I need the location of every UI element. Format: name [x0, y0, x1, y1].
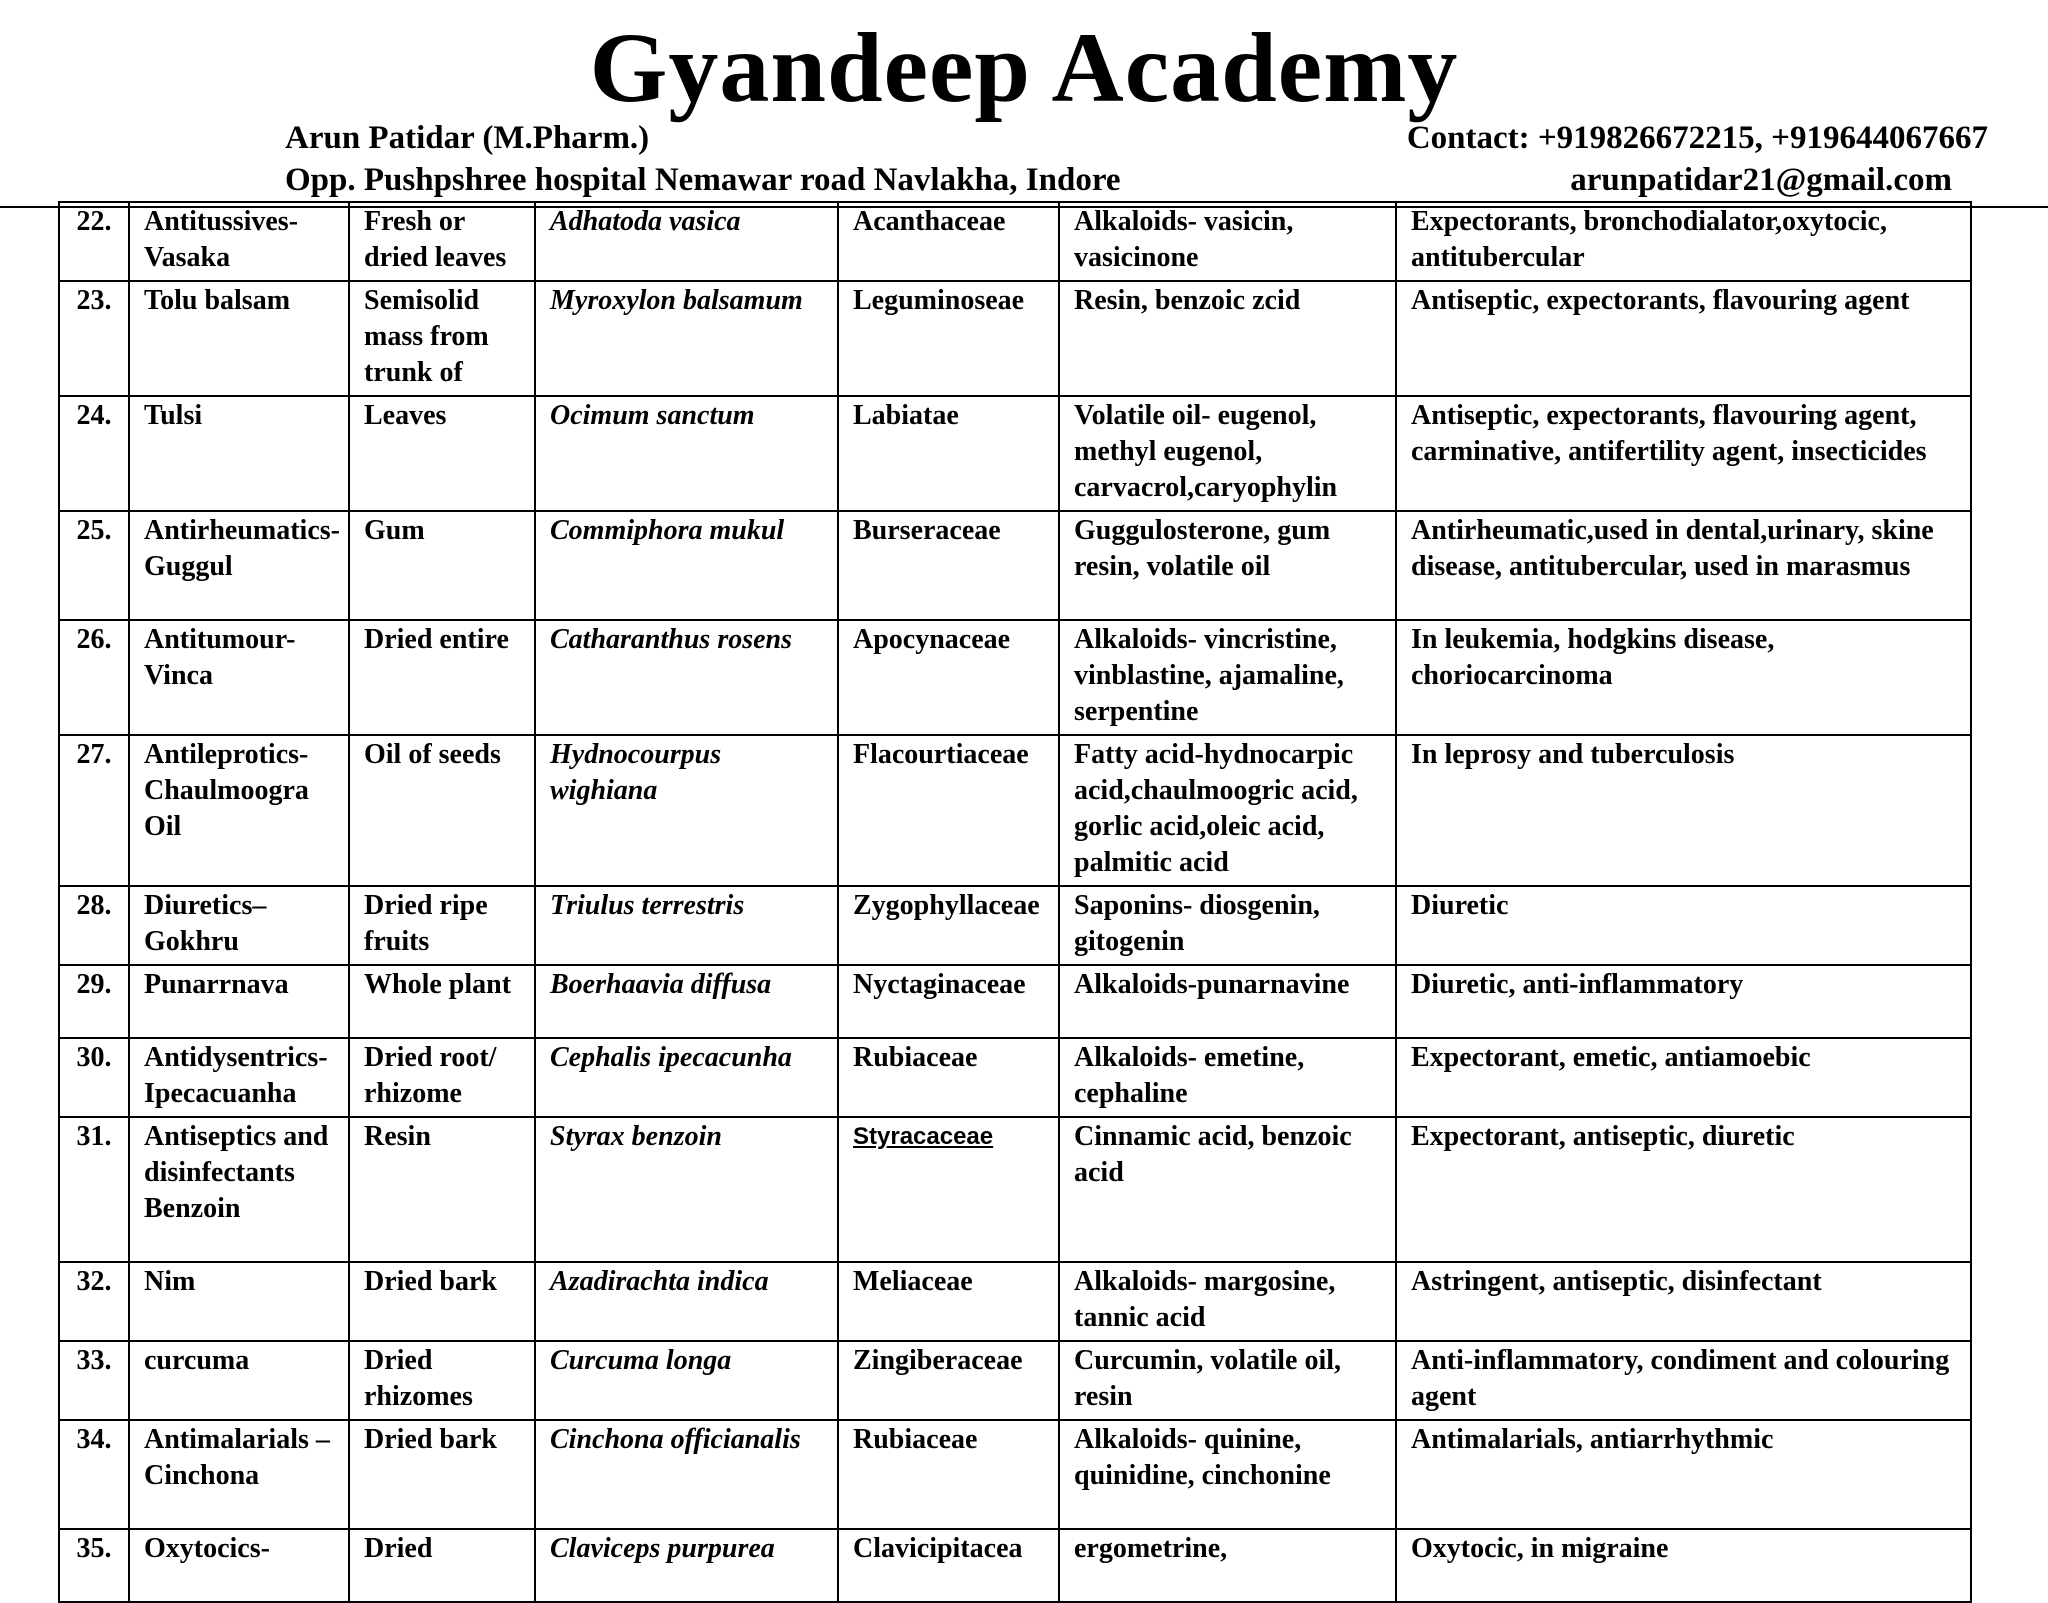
part-used-cell: Leaves — [349, 396, 535, 511]
biological-source-cell: Hydnocourpus wighiana — [535, 735, 838, 886]
constituents-cell: Alkaloids- quinine, quinidine, cinchonine — [1059, 1420, 1396, 1529]
part-used-cell: Dried ripe fruits — [349, 886, 535, 965]
part-used-cell: Gum — [349, 511, 535, 620]
drug-cell: Antitussives-Vasaka — [129, 202, 349, 281]
uses-cell: Antirheumatic,used in dental,urinary, skine disease, antitubercular, used in marasmus — [1396, 511, 1971, 620]
drug-cell: Antileprotics-Chaulmoogra Oil — [129, 735, 349, 886]
biological-source-cell: Ocimum sanctum — [535, 396, 838, 511]
drug-table — [58, 201, 1972, 1603]
constituents-cell: Saponins- diosgenin, gitogenin — [1059, 886, 1396, 965]
drug-cell: Punarrnava — [129, 965, 349, 1038]
page-title: Gyandeep Academy — [589, 12, 1459, 123]
part-used-cell: Whole plant — [349, 965, 535, 1038]
biological-source-cell: Styrax benzoin — [535, 1117, 838, 1262]
part-used-cell: Dried bark — [349, 1420, 535, 1529]
part-used-cell: Oil of seeds — [349, 735, 535, 886]
family-cell: Flacourtiaceae — [838, 735, 1059, 886]
row-number: 25. — [59, 511, 129, 620]
family-cell: Apocynaceae — [838, 620, 1059, 735]
family-cell: Burseraceae — [838, 511, 1059, 620]
row-number: 30. — [59, 1038, 129, 1117]
row-number: 24. — [59, 396, 129, 511]
uses-cell: Antiseptic, expectorants, flavouring agent, carminative, antifertility agent, insecticides — [1396, 396, 1971, 511]
uses-cell: Antimalarials, antiarrhythmic — [1396, 1420, 1971, 1529]
uses-cell: Expectorant, emetic, antiamoebic — [1396, 1038, 1971, 1117]
uses-cell: Diuretic, anti-inflammatory — [1396, 965, 1971, 1038]
part-used-cell: Fresh or dried leaves — [349, 202, 535, 281]
table-row — [59, 202, 1971, 281]
biological-source-cell: Adhatoda vasica — [535, 202, 838, 281]
drug-cell: Tulsi — [129, 396, 349, 511]
uses-cell: Anti-inflammatory, condiment and colouring agent — [1396, 1341, 1971, 1420]
constituents-cell: Cinnamic acid, benzoic acid — [1059, 1117, 1396, 1262]
table-row — [59, 281, 1971, 396]
table-row — [59, 965, 1971, 1038]
table-row — [59, 1420, 1971, 1529]
constituents-cell: Curcumin, volatile oil, resin — [1059, 1341, 1396, 1420]
row-number: 34. — [59, 1420, 129, 1529]
table-row — [59, 1341, 1971, 1420]
row-number: 27. — [59, 735, 129, 886]
contact-line: Contact: +919826672215, +919644067667 — [1406, 120, 1988, 156]
biological-source-cell: Boerhaavia diffusa — [535, 965, 838, 1038]
drug-cell: curcuma — [129, 1341, 349, 1420]
drug-cell: Antimalarials –Cinchona — [129, 1420, 349, 1529]
family-cell: Zingiberaceae — [838, 1341, 1059, 1420]
constituents-cell: ergometrine, — [1059, 1529, 1396, 1602]
row-number: 28. — [59, 886, 129, 965]
constituents-cell: Alkaloids- margosine, tannic acid — [1059, 1262, 1396, 1341]
biological-source-cell: Cephalis ipecacunha — [535, 1038, 838, 1117]
table-row — [59, 620, 1971, 735]
family-cell: Labiatae — [838, 396, 1059, 511]
family-cell: Zygophyllaceae — [838, 886, 1059, 965]
constituents-cell: Guggulosterone, gum resin, volatile oil — [1059, 511, 1396, 620]
row-number: 31. — [59, 1117, 129, 1262]
constituents-cell: Volatile oil- eugenol, methyl eugenol, carvacrol,caryophylin — [1059, 396, 1396, 511]
biological-source-cell: Myroxylon balsamum — [535, 281, 838, 396]
uses-cell: Expectorants, bronchodialator,oxytocic, antitubercular — [1396, 202, 1971, 281]
table-row — [59, 1262, 1971, 1341]
constituents-cell: Alkaloids- emetine, cephaline — [1059, 1038, 1396, 1117]
table-row — [59, 396, 1971, 511]
row-number: 26. — [59, 620, 129, 735]
table-row — [59, 1529, 1971, 1602]
uses-cell: Diuretic — [1396, 886, 1971, 965]
drug-cell: Tolu balsam — [129, 281, 349, 396]
part-used-cell: Semisolid mass from trunk of — [349, 281, 535, 396]
email-line: arunpatidar21@gmail.com — [1570, 162, 1952, 198]
drug-cell: Nim — [129, 1262, 349, 1341]
constituents-cell: Alkaloids- vasicin, vasicinone — [1059, 202, 1396, 281]
family-cell: Meliaceae — [838, 1262, 1059, 1341]
family-cell: Nyctaginaceae — [838, 965, 1059, 1038]
uses-cell: In leprosy and tuberculosis — [1396, 735, 1971, 886]
biological-source-cell: Curcuma longa — [535, 1341, 838, 1420]
constituents-cell: Resin, benzoic zcid — [1059, 281, 1396, 396]
constituents-cell: Alkaloids-punarnavine — [1059, 965, 1396, 1038]
uses-cell: Astringent, antiseptic, disinfectant — [1396, 1262, 1971, 1341]
biological-source-cell: Triulus terrestris — [535, 886, 838, 965]
biological-source-cell: Cinchona officianalis — [535, 1420, 838, 1529]
row-number: 22. — [59, 202, 129, 281]
drug-cell: Antirheumatics-Guggul — [129, 511, 349, 620]
uses-cell: Antiseptic, expectorants, flavouring agent — [1396, 281, 1971, 396]
table-row — [59, 511, 1971, 620]
row-number: 33. — [59, 1341, 129, 1420]
biological-source-cell: Azadirachta indica — [535, 1262, 838, 1341]
author-line: Arun Patidar (M.Pharm.) — [285, 120, 650, 156]
family-cell: Acanthaceae — [838, 202, 1059, 281]
row-number: 29. — [59, 965, 129, 1038]
part-used-cell: Dried root/ rhizome — [349, 1038, 535, 1117]
table-row — [59, 1038, 1971, 1117]
drug-cell: Diuretics–Gokhru — [129, 886, 349, 965]
biological-source-cell: Commiphora mukul — [535, 511, 838, 620]
drug-cell: Antitumour-Vinca — [129, 620, 349, 735]
part-used-cell: Dried entire — [349, 620, 535, 735]
row-number: 35. — [59, 1529, 129, 1602]
family-cell: Leguminoseae — [838, 281, 1059, 396]
table-row — [59, 1117, 1971, 1262]
family-cell: Rubiaceae — [838, 1420, 1059, 1529]
uses-cell: Expectorant, antiseptic, diuretic — [1396, 1117, 1971, 1262]
address-line: Opp. Pushpshree hospital Nemawar road Navlakha, Indore — [285, 162, 1121, 198]
constituents-cell: Alkaloids- vincristine, vinblastine, ajamaline, serpentine — [1059, 620, 1396, 735]
row-number: 32. — [59, 1262, 129, 1341]
family-cell: Styracaceae — [838, 1117, 1059, 1262]
part-used-cell: Resin — [349, 1117, 535, 1262]
drug-cell: Antiseptics and disinfectants Benzoin — [129, 1117, 349, 1262]
uses-cell: In leukemia, hodgkins disease, choriocarcinoma — [1396, 620, 1971, 735]
constituents-cell: Fatty acid-hydnocarpic acid,chaulmoogric acid, gorlic acid,oleic acid, palmitic acid — [1059, 735, 1396, 886]
biological-source-cell: Catharanthus rosens — [535, 620, 838, 735]
part-used-cell: Dried bark — [349, 1262, 535, 1341]
biological-source-cell: Claviceps purpurea — [535, 1529, 838, 1602]
family-cell: Rubiaceae — [838, 1038, 1059, 1117]
drug-cell: Antidysentrics-Ipecacuanha — [129, 1038, 349, 1117]
part-used-cell: Dried — [349, 1529, 535, 1602]
table-row — [59, 886, 1971, 965]
family-cell: Clavicipitacea — [838, 1529, 1059, 1602]
row-number: 23. — [59, 281, 129, 396]
uses-cell: Oxytocic, in migraine — [1396, 1529, 1971, 1602]
table-row — [59, 735, 1971, 886]
drug-cell: Oxytocics- — [129, 1529, 349, 1602]
part-used-cell: Dried rhizomes — [349, 1341, 535, 1420]
